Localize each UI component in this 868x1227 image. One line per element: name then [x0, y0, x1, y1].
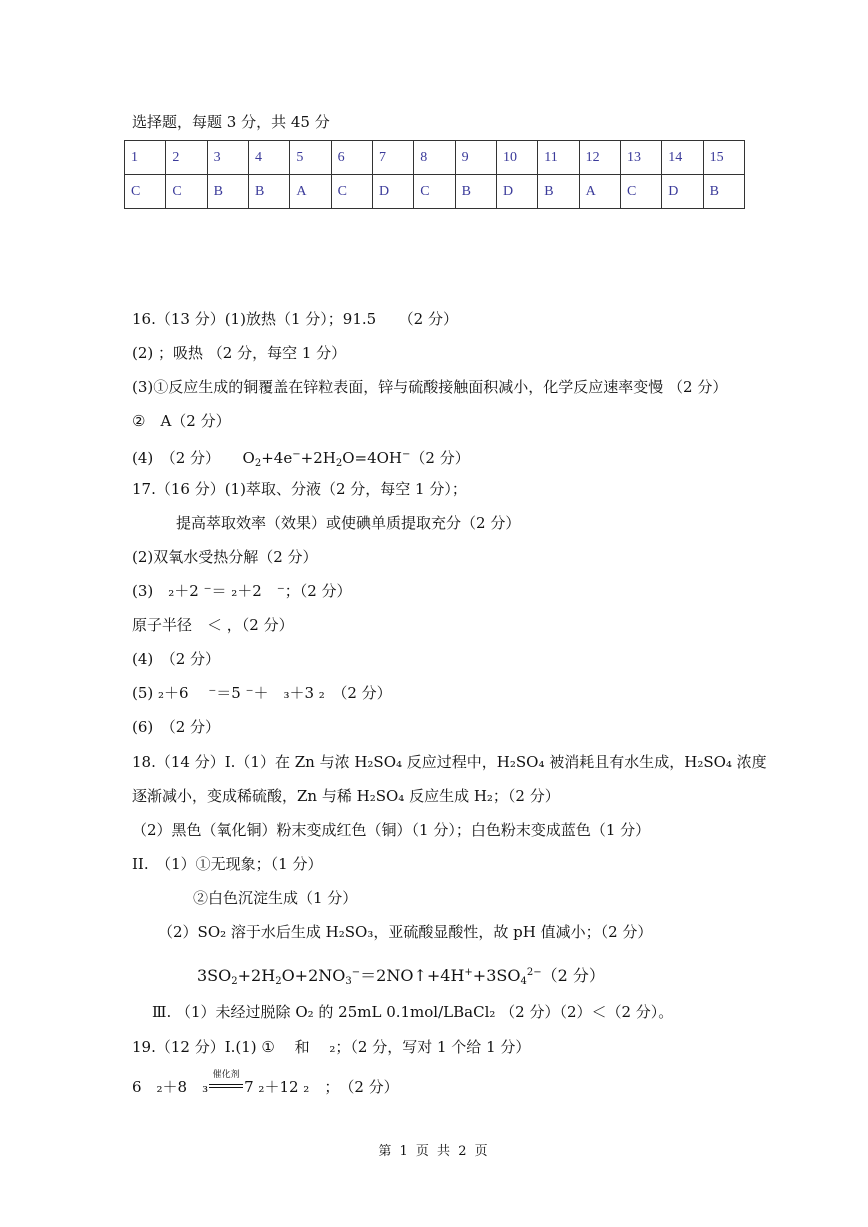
answer-cell: B	[455, 175, 496, 209]
q17-line-3: (2)双氧水受热分解（2 分）	[132, 548, 318, 566]
q16-line-4: ② A（2 分）	[132, 412, 231, 430]
q18-text: O+2NO	[281, 966, 346, 985]
answer-cell: B	[703, 175, 744, 209]
q16-text: +2H	[300, 449, 336, 467]
q19-text: 7 ₂＋12 ₂ ； （2 分）	[244, 1078, 399, 1096]
q18-text: ＝2NO↑+4H	[360, 966, 465, 985]
q16-line-3: (3)①反应生成的铜覆盖在锌粒表面，锌与硫酸接触面积减小，化学反应速率变慢 （2 分）	[132, 378, 728, 396]
q17-line-6: (4) （2 分）	[132, 650, 221, 668]
q18-line-4: II. （1）①无现象；（1 分）	[132, 855, 323, 873]
q18-line-3: （2）黑色（氧化铜）粉末变成红色（铜）（1 分）；白色粉末变成蓝色（1 分）	[132, 821, 651, 839]
answer-cell: C	[125, 175, 166, 209]
q18-line-2: 逐渐减小，变成稀硫酸，Zn 与稀 H₂SO₄ 反应生成 H₂；（2 分）	[132, 787, 560, 805]
answer-cell: B	[538, 175, 579, 209]
question-number-cell: 10	[496, 141, 537, 175]
q16-line-1: 16.（13 分）(1)放热（1 分）；91.5 （2 分）	[132, 310, 458, 328]
q19-line-2	[132, 1070, 399, 1097]
q17-line-4: (3) ₂＋2 ⁻＝ ₂＋2 ⁻；（2 分）	[132, 582, 352, 600]
question-number-cell: 15	[703, 141, 744, 175]
answer-cell: B	[248, 175, 289, 209]
q16-text: (4) （2 分） O	[132, 449, 255, 467]
table-row-answers	[125, 175, 745, 209]
mc-answer-table	[124, 140, 745, 209]
q18-text: （2 分）	[541, 966, 605, 985]
question-number-cell: 9	[455, 141, 496, 175]
answer-cell: A	[579, 175, 620, 209]
catalyst-arrow	[208, 1070, 244, 1097]
table-row-numbers	[125, 141, 745, 175]
q18-line-8: Ⅲ. （1）未经过脱除 O₂ 的 25mL 0.1mol/LBaCl₂ （2 分）（2）＜（2 分）。	[152, 1003, 674, 1021]
question-number-cell: 5	[290, 141, 331, 175]
answer-cell: C	[166, 175, 207, 209]
q17-line-7: (5) ₂＋6 ⁻＝5 ⁻＋ ₃＋3 ₂ （2 分）	[132, 684, 392, 702]
q16-line-2: (2) ；吸热 （2 分，每空 1 分）	[132, 344, 347, 362]
answer-cell: A	[290, 175, 331, 209]
q19-line-1: 19.（12 分）I.(1) ① 和 ₂；（2 分，写对 1 个给 1 分）	[132, 1038, 531, 1056]
q18-text: +3SO	[472, 966, 521, 985]
catalyst-label: 催化剂	[212, 1070, 240, 1080]
question-number-cell: 7	[372, 141, 413, 175]
q17-line-5: 原子半径 ＜ ，（2 分）	[132, 616, 294, 634]
question-number-cell: 11	[538, 141, 579, 175]
question-number-cell: 14	[662, 141, 703, 175]
answer-cell: C	[414, 175, 455, 209]
q18-text: +2H	[237, 966, 276, 985]
question-number-cell: 2	[166, 141, 207, 175]
question-number-cell: 3	[207, 141, 248, 175]
question-number-cell: 1	[125, 141, 166, 175]
question-number-cell: 4	[248, 141, 289, 175]
answer-cell: C	[620, 175, 661, 209]
q17-line-2: 提高萃取效率（效果）或使碘单质提取充分（2 分）	[176, 514, 521, 532]
q18-text: 3SO	[197, 966, 232, 985]
question-number-cell: 12	[579, 141, 620, 175]
q18-equation: $3SO_2+2H_2O+2NO_3^-=2NO↑+4H^++3SO_4^{2-}(2$ 分）	[197, 966, 605, 987]
answer-cell: D	[662, 175, 703, 209]
q17-line-1: 17.（16 分）(1)萃取、分液（2 分，每空 1 分）；	[132, 480, 467, 498]
answer-cell: C	[331, 175, 372, 209]
q18-line-6: （2）SO₂ 溶于水后生成 H₂SO₃，亚硫酸显酸性，故 pH 值减小；（2 分）	[158, 923, 653, 941]
q16-text: +4e	[261, 449, 293, 467]
question-number-cell: 6	[331, 141, 372, 175]
q19-text: 6 ₂＋8 ₃	[132, 1078, 209, 1096]
answer-cell: B	[207, 175, 248, 209]
q18-line-5: ②白色沉淀生成（1 分）	[193, 889, 358, 907]
q17-line-8: (6) （2 分）	[132, 718, 221, 736]
question-number-cell: 13	[620, 141, 661, 175]
q16-text: （2 分）	[410, 449, 470, 467]
question-number-cell: 8	[414, 141, 455, 175]
answer-cell: D	[496, 175, 537, 209]
q18-line-1: 18.（14 分）Ⅰ.（1）在 Zn 与浓 H₂SO₄ 反应过程中，H₂SO₄ 被消耗且有水生成，H₂SO₄ 浓度	[132, 753, 767, 771]
page-footer: 第 1 页 共 2 页	[378, 1144, 490, 1159]
answer-cell: D	[372, 175, 413, 209]
q16-text: O=4OH	[342, 449, 402, 467]
mc-section-title: 选择题，每题 3 分，共 45 分	[132, 113, 330, 131]
q16-line-5: (4) （2 分） $O_2+4e^-+2H_2O=4OH^-(2$ 分）	[132, 449, 470, 469]
